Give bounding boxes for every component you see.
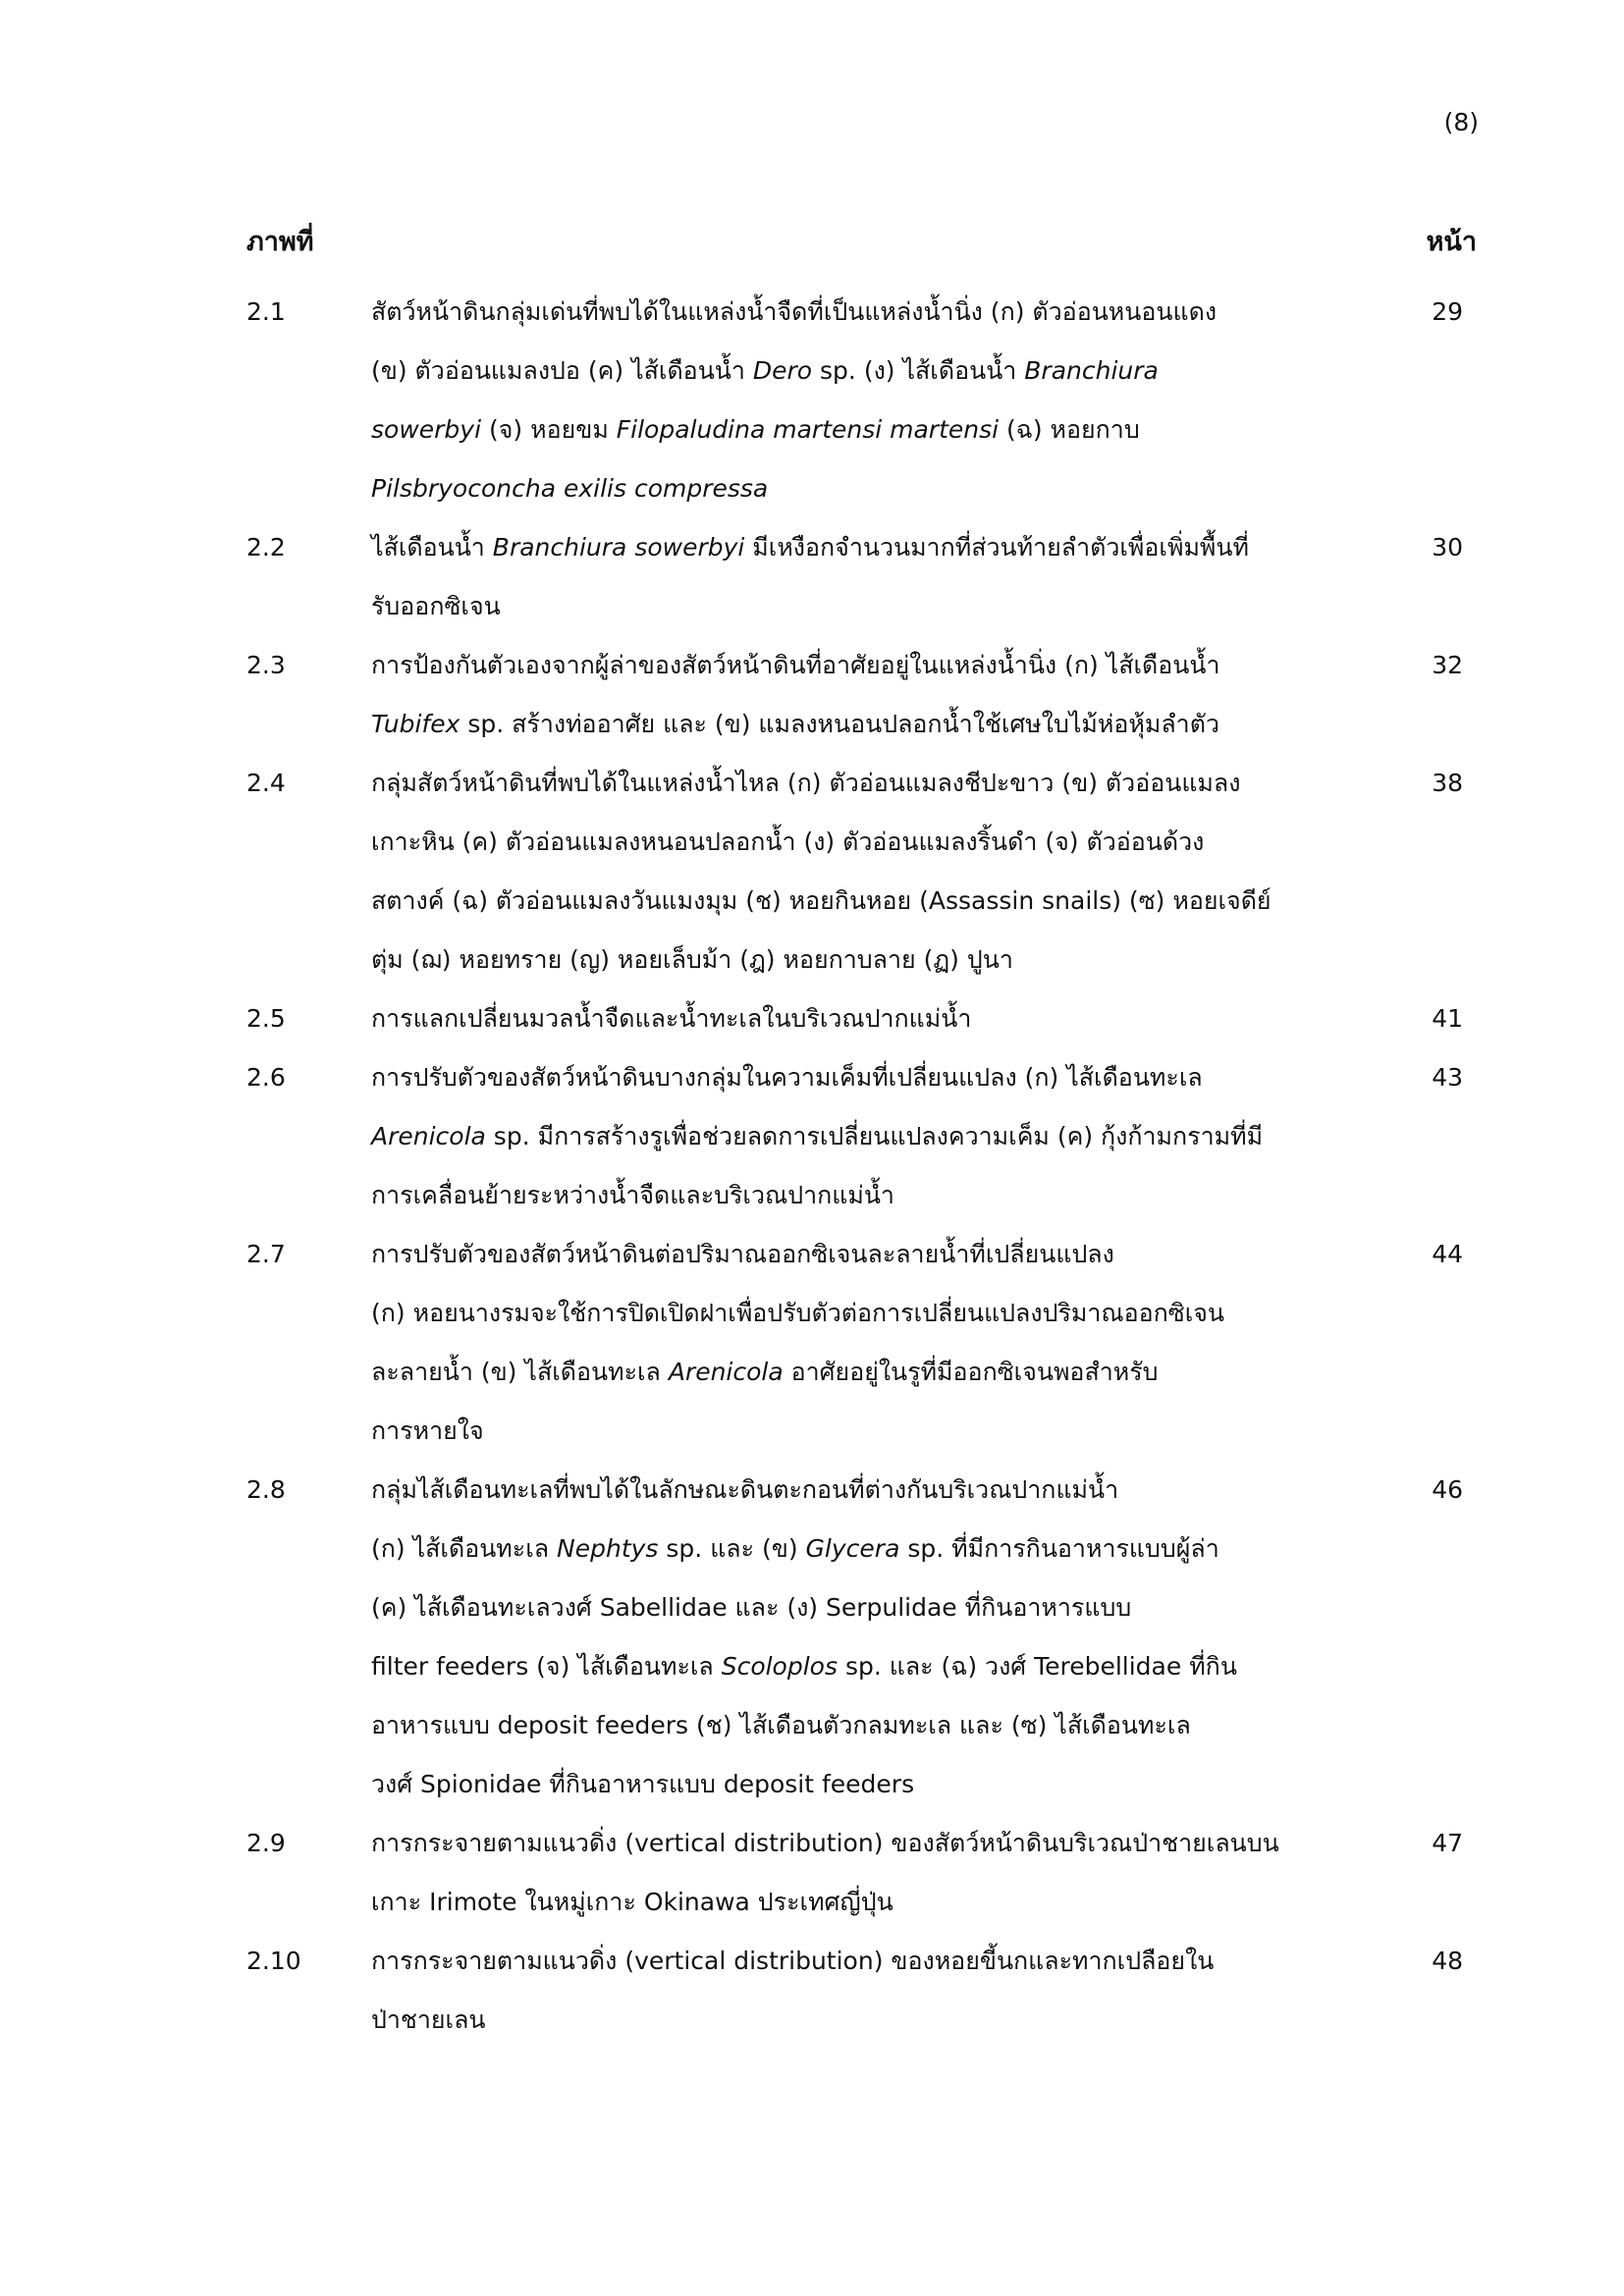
caption-text: มีเหงือกจำนวนมากที่ส่วนท้ายลำตัวเพื่อเพิ่มพื้นที่ — [744, 533, 1249, 561]
caption-text: อาหารแบบ deposit feeders (ช) ไส้เดือนตัวกลมทะเล และ (ซ) ไส้เดือนทะเล — [371, 1711, 1191, 1739]
caption-line — [371, 1343, 1358, 1402]
caption-line — [371, 283, 1358, 342]
caption-text: กลุ่มไส้เดือนทะเลที่พบได้ในลักษณะดินตะกอนที่ต่างกันบริเวณปากแม่น้ำ — [371, 1475, 1119, 1504]
caption-text: การกระจายตามแนวดิ่ง (vertical distribution) ของหอยขี้นกและทากเปลือยใน — [371, 1947, 1215, 1975]
figure-caption — [371, 1461, 1358, 1814]
figure-entry — [246, 1461, 1477, 1814]
figure-caption — [371, 518, 1358, 636]
figure-column-heading: ภาพที่ — [246, 227, 314, 257]
figure-caption — [371, 283, 1358, 518]
caption-line — [371, 1107, 1358, 1166]
caption-text: การหายใจ — [371, 1416, 484, 1445]
scientific-name: Pilsbryoconcha exilis compressa — [371, 474, 769, 503]
caption-line — [371, 400, 1358, 459]
caption-line — [371, 872, 1358, 931]
caption-text: sp. ที่มีการกินอาหารแบบผู้ล่า — [899, 1534, 1219, 1563]
figure-entry — [246, 1814, 1477, 1932]
figure-page-number: 43 — [1432, 1063, 1463, 1092]
figure-entry — [246, 1048, 1477, 1225]
scientific-name: Glycera — [805, 1534, 900, 1563]
caption-text: (ค) ไส้เดือนทะเลวงศ์ Sabellidae และ (ง) Serpulidae ที่กินอาหารแบบ — [371, 1593, 1132, 1622]
figure-page-number: 46 — [1432, 1475, 1463, 1504]
figure-page-number: 48 — [1432, 1947, 1463, 1975]
figure-caption — [371, 636, 1358, 754]
caption-line — [371, 459, 1358, 518]
caption-line — [371, 695, 1358, 754]
caption-line — [371, 754, 1358, 813]
figure-number: 2.6 — [246, 1063, 286, 1092]
caption-text: การปรับตัวของสัตว์หน้าดินต่อปริมาณออกซิเจนละลายน้ำที่เปลี่ยนแปลง — [371, 1240, 1114, 1268]
scientific-name: Tubifex — [371, 710, 460, 738]
figure-caption — [371, 989, 1358, 1048]
caption-line — [371, 1520, 1358, 1578]
scientific-name: Nephtys — [557, 1534, 659, 1563]
figure-entry — [246, 518, 1477, 636]
figure-number: 2.3 — [246, 651, 286, 679]
figure-caption — [371, 1814, 1358, 1932]
caption-text: sp. (ง) ไส้เดือนน้ำ — [812, 356, 1025, 385]
caption-line — [371, 636, 1358, 695]
figure-page-number: 30 — [1432, 533, 1463, 561]
caption-text: (ก) หอยนางรมจะใช้การปิดเปิดฝาเพื่อปรับตัวต่อการเปลี่ยนแปลงปริมาณออกซิเจน — [371, 1299, 1225, 1327]
scientific-name: Branchiura — [1024, 356, 1159, 385]
figure-entry — [246, 636, 1477, 754]
figure-page-number: 44 — [1432, 1240, 1463, 1268]
caption-line — [371, 577, 1358, 636]
figure-number: 2.9 — [246, 1829, 286, 1857]
caption-text: sp. สร้างท่ออาศัย และ (ข) แมลงหนอนปลอกน้ำใช้เศษใบไม้ห่อหุ้มลำตัว — [460, 710, 1219, 738]
figure-entry — [246, 989, 1477, 1048]
caption-line — [371, 1166, 1358, 1225]
caption-text: filter feeders (จ) ไส้เดือนทะเล — [371, 1652, 722, 1681]
caption-text: สัตว์หน้าดินกลุ่มเด่นที่พบได้ในแหล่งน้ำจืดที่เป็นแหล่งน้ำนิ่ง (ก) ตัวอ่อนหนอนแดง — [371, 297, 1218, 326]
caption-text: ตุ่ม (ฌ) หอยทราย (ญ) หอยเล็บม้า (ฎ) หอยกาบลาย (ฏ) ปูนา — [371, 945, 1013, 974]
caption-line — [371, 989, 1358, 1048]
figure-caption — [371, 1932, 1358, 2050]
caption-text: การเคลื่อนย้ายระหว่างน้ำจืดและบริเวณปากแม่น้ำ — [371, 1181, 894, 1209]
caption-text: sp. มีการสร้างรูเพื่อช่วยลดการเปลี่ยนแปลงความเค็ม (ค) กุ้งก้ามกรามที่มี — [485, 1122, 1264, 1150]
figure-caption — [371, 1048, 1358, 1225]
caption-line — [371, 1755, 1358, 1814]
caption-text: ป่าชายเลน — [371, 2005, 486, 2034]
figure-page-number: 47 — [1432, 1829, 1463, 1857]
caption-text: (ข) ตัวอ่อนแมลงปอ (ค) ไส้เดือนน้ำ — [371, 356, 753, 385]
page-column-heading: หน้า — [1426, 227, 1477, 257]
caption-line — [371, 1932, 1358, 1991]
figure-caption — [371, 754, 1358, 989]
figure-entries — [246, 283, 1477, 2050]
caption-text: รับออกซิเจน — [371, 592, 501, 620]
figure-number: 2.4 — [246, 769, 286, 797]
caption-text: sp. และ (ฉ) วงศ์ Terebellidae ที่กิน — [838, 1652, 1237, 1681]
scientific-name: sowerbyi — [371, 415, 482, 444]
figure-number: 2.8 — [246, 1475, 286, 1504]
figure-page-number: 32 — [1432, 651, 1463, 679]
scientific-name: Scoloplos — [721, 1652, 838, 1681]
figure-page-number: 41 — [1432, 1004, 1463, 1033]
caption-line — [371, 1284, 1358, 1343]
figure-page-number: 38 — [1432, 769, 1463, 797]
figure-number: 2.10 — [246, 1947, 301, 1975]
scientific-name: Arenicola — [668, 1358, 784, 1386]
figure-entry — [246, 283, 1477, 518]
caption-line — [371, 1461, 1358, 1520]
caption-line — [371, 1637, 1358, 1696]
caption-text: (ฉ) หอยกาบ — [999, 415, 1140, 444]
caption-line — [371, 1225, 1358, 1284]
caption-text: sp. และ (ข) — [658, 1534, 806, 1563]
figure-number: 2.2 — [246, 533, 286, 561]
caption-text: วงศ์ Spionidae ที่กินอาหารแบบ deposit feeders — [371, 1770, 915, 1798]
caption-text: เกาะ Irimote ในหมู่เกาะ Okinawa ประเทศญี่ปุ่น — [371, 1888, 893, 1916]
caption-text: อาศัยอยู่ในรูที่มีออกซิเจนพอสำหรับ — [783, 1358, 1159, 1386]
caption-line — [371, 813, 1358, 872]
caption-line — [371, 1578, 1358, 1637]
figure-entry — [246, 754, 1477, 989]
caption-text: เกาะหิน (ค) ตัวอ่อนแมลงหนอนปลอกน้ำ (ง) ตัวอ่อนแมลงริ้นดำ (จ) ตัวอ่อนด้วง — [371, 828, 1205, 856]
scientific-name: Filopaludina martensi martensi — [616, 415, 1000, 444]
caption-text: (จ) หอยขม — [481, 415, 617, 444]
figure-page-number: 29 — [1432, 297, 1463, 326]
caption-line — [371, 342, 1358, 400]
figure-entry — [246, 1932, 1477, 2050]
scientific-name: Dero — [752, 356, 813, 385]
caption-text: (ก) ไส้เดือนทะเล — [371, 1534, 558, 1563]
figure-number: 2.7 — [246, 1240, 286, 1268]
caption-text: การกระจายตามแนวดิ่ง (vertical distribution) ของสัตว์หน้าดินบริเวณป่าชายเลนบน — [371, 1829, 1279, 1857]
figure-number: 2.1 — [246, 297, 286, 326]
caption-text: การป้องกันตัวเองจากผู้ล่าของสัตว์หน้าดินที่อาศัยอยู่ในแหล่งน้ำนิ่ง (ก) ไส้เดือนน้ำ — [371, 651, 1220, 679]
caption-text: ไส้เดือนน้ำ — [371, 533, 493, 561]
caption-text: กลุ่มสัตว์หน้าดินที่พบได้ในแหล่งน้ำไหล (ก) ตัวอ่อนแมลงชีปะขาว (ข) ตัวอ่อนแมลง — [371, 769, 1241, 797]
figure-entry — [246, 1225, 1477, 1461]
caption-line — [371, 1696, 1358, 1755]
caption-line — [371, 1873, 1358, 1932]
page-number: (8) — [1443, 108, 1479, 136]
caption-text: สตางค์ (ฉ) ตัวอ่อนแมลงวันแมงมุม (ช) หอยกินหอย (Assassin snails) (ซ) หอยเจดีย์ — [371, 886, 1272, 915]
list-of-figures — [246, 206, 1477, 2050]
scientific-name: Arenicola — [371, 1122, 486, 1150]
figure-caption — [371, 1225, 1358, 1461]
caption-text: การแลกเปลี่ยนมวลน้ำจืดและน้ำทะเลในบริเวณปากแม่น้ำ — [371, 1004, 972, 1033]
figure-number: 2.5 — [246, 1004, 286, 1033]
caption-text: การปรับตัวของสัตว์หน้าดินบางกลุ่มในความเค็มที่เปลี่ยนแปลง (ก) ไส้เดือนทะเล — [371, 1063, 1203, 1092]
toc-header — [246, 206, 1477, 283]
caption-line — [371, 1402, 1358, 1461]
caption-line — [371, 931, 1358, 989]
caption-line — [371, 1991, 1358, 2050]
caption-text: ละลายน้ำ (ข) ไส้เดือนทะเล — [371, 1358, 669, 1386]
caption-line — [371, 518, 1358, 577]
scientific-name: Branchiura sowerbyi — [492, 533, 745, 561]
caption-line — [371, 1814, 1358, 1873]
caption-line — [371, 1048, 1358, 1107]
